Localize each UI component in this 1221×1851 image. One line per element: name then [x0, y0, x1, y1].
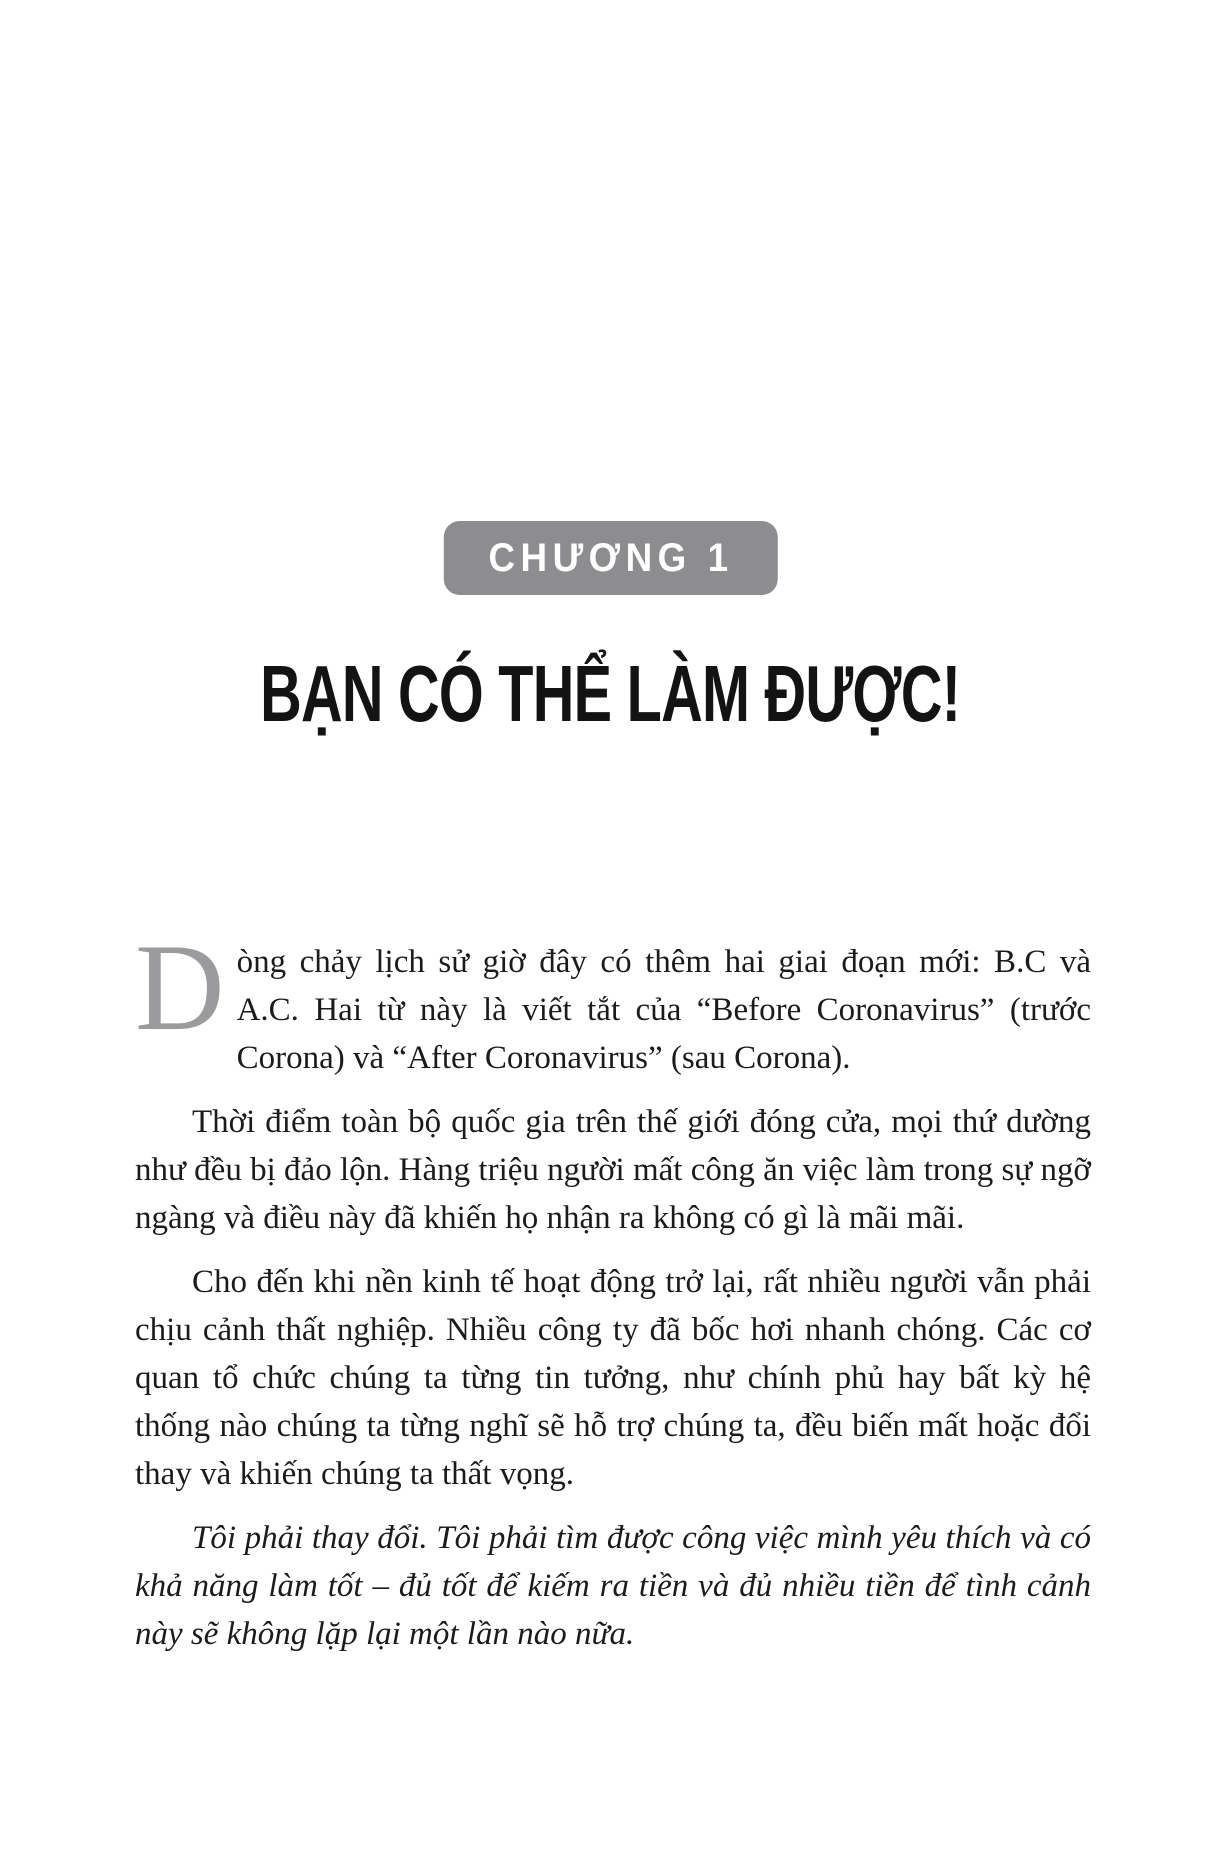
chapter-badge — [443, 521, 777, 595]
dropcap-letter: D — [135, 919, 225, 1056]
paragraph: Thời điểm toàn bộ quốc gia trên thế giới đóng cửa, mọi thứ dường như đều bị đảo lộn. Hàng triệu người mất công ăn việc làm trong sự ngỡ ngàng và điều này đã khiến họ nhận ra không có gì là mãi mãi. — [135, 1104, 1091, 1236]
body-text — [135, 919, 1091, 1658]
chapter-title-text: BẠN CÓ THỂ LÀM ĐƯỢC! — [260, 649, 961, 738]
paragraph: Dòng chảy lịch sử giờ đây có thêm hai giai đoạn mới: B.C và A.C. Hai từ này là viết tắt của “Before Coronavirus” (trước Corona) và “After Coronavirus” (sau Corona). — [135, 919, 1091, 1076]
paragraph: Tôi phải thay đổi. Tôi phải tìm được công việc mình yêu thích và có khả năng làm tốt – đủ tốt để kiếm ra tiền và đủ nhiều tiền để tình cảnh này sẽ không lặp lại một lần nào nữa. — [135, 1520, 1091, 1652]
paragraph: Cho đến khi nền kinh tế hoạt động trở lại, rất nhiều người vẫn phải chịu cảnh thất nghiệp. Nhiều công ty đã bốc hơi nhanh chóng. Các cơ quan tổ chức chúng ta từng tin tưởng, như chính phủ hay bất kỳ hệ thống nào chúng ta từng nghĩ sẽ hỗ trợ chúng ta, đều biến mất hoặc đổi thay và khiến chúng ta thất vọng. — [135, 1264, 1091, 1492]
chapter-badge-label: CHƯƠNG 1 — [487, 535, 734, 580]
chapter-title — [0, 649, 1221, 738]
